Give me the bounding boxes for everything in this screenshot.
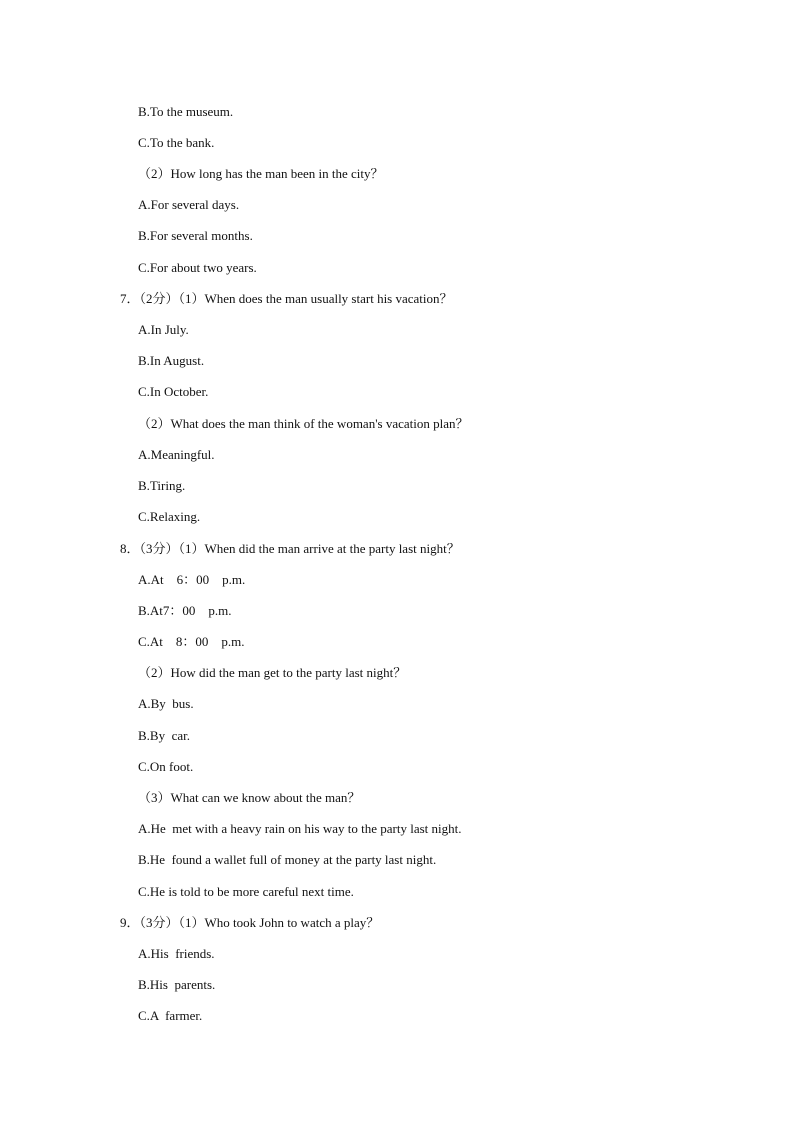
question-9-option-b: B.His parents.: [138, 977, 216, 992]
question-8-sub3-option-b: B.He found a wallet full of money at the party last night.: [138, 852, 437, 867]
question-9-stem: 9．（3分）（1）Who took John to watch a play？: [120, 915, 380, 930]
question-8-sub2-option-a: A.By bus.: [138, 696, 194, 711]
question-7-option-b: B.In August.: [138, 353, 205, 368]
question-7-option-c: C.In October.: [138, 384, 209, 399]
question-7-stem: 7．（2分）（1）When does the man usually start his vacation？: [120, 291, 453, 306]
question-9-option-c: C.A farmer.: [138, 1008, 203, 1023]
prev-question-sub2-option-c: C.For about two years.: [138, 260, 257, 275]
prev-question-option-b: B.To the museum.: [138, 104, 234, 119]
question-8-stem: 8．（3分）（1）When did the man arrive at the party last night？: [120, 541, 460, 556]
question-7-sub2-option-c: C.Relaxing.: [138, 509, 201, 524]
question-8-sub2-stem: （2）How did the man get to the party last night？: [138, 665, 407, 680]
prev-question-option-c: C.To the bank.: [138, 135, 215, 150]
question-8-sub2-option-b: B.By car.: [138, 728, 190, 743]
question-7-option-a: A.In July.: [138, 322, 189, 337]
question-8-sub3-stem: （3）What can we know about the man？: [138, 790, 361, 805]
prev-question-sub2-option-a: A.For several days.: [138, 197, 240, 212]
question-7-sub2-stem: （2）What does the man think of the woman's vacation plan？: [138, 416, 469, 431]
question-9-option-a: A.His friends.: [138, 946, 215, 961]
question-8-option-a: A.At 6：00 p.m.: [138, 572, 246, 587]
question-7-sub2-option-a: A.Meaningful.: [138, 447, 215, 462]
question-7-sub2-option-b: B.Tiring.: [138, 478, 186, 493]
question-8-option-c: C.At 8：00 p.m.: [138, 634, 245, 649]
prev-question-sub2-option-b: B.For several months.: [138, 228, 253, 243]
prev-question-sub2-stem: （2）How long has the man been in the city？: [138, 166, 384, 181]
question-8-sub3-option-a: A.He met with a heavy rain on his way to the party last night.: [138, 821, 462, 836]
question-8-sub3-option-c: C.He is told to be more careful next time.: [138, 884, 354, 899]
question-8-sub2-option-c: C.On foot.: [138, 759, 194, 774]
question-8-option-b: B.At7：00 p.m.: [138, 603, 232, 618]
